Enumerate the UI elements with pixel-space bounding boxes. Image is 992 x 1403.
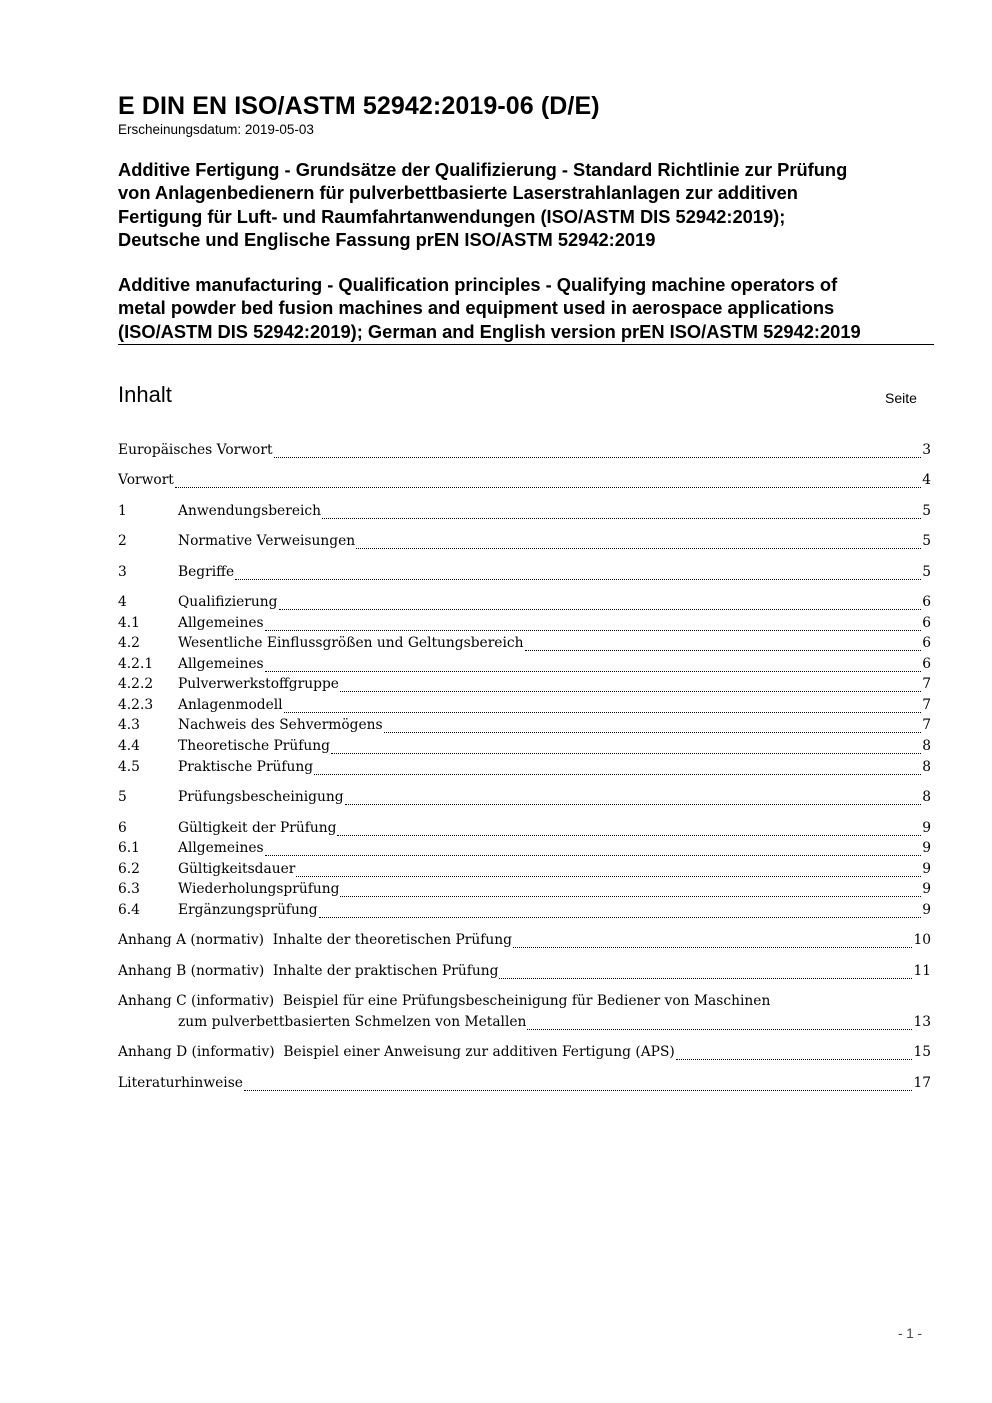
toc-entry-page: 17: [913, 1075, 931, 1091]
toc-entry-label: Normative Verweisungen: [178, 533, 356, 549]
toc-entry[interactable]: [118, 615, 931, 635]
toc-entry-page: 7: [922, 676, 931, 692]
title-german: [118, 158, 918, 251]
toc-entry-number: 6.1: [118, 840, 140, 856]
toc-entry-number: 4.3: [118, 717, 140, 733]
toc-entry[interactable]: [118, 902, 931, 922]
toc-entry-number: 4.5: [118, 759, 140, 775]
toc-entry-number: 1: [118, 503, 127, 519]
toc-entry-label: Theoretische Prüfung: [178, 738, 330, 754]
toc-entry-label: Allgemeines: [178, 615, 264, 631]
toc-leader-dots: [499, 978, 912, 979]
page-number: - 1 -: [898, 1326, 923, 1341]
toc-entry-label: Qualifizierung: [178, 594, 278, 610]
toc-entry-page: 6: [922, 594, 931, 610]
title-english-line: metal powder bed fusion machines and equipment used in aerospace applications: [118, 297, 835, 319]
toc-entry[interactable]: [118, 472, 931, 492]
toc-entry-page: 9: [922, 820, 931, 836]
toc-entry-page: 6: [922, 615, 931, 631]
toc-entry[interactable]: [118, 820, 931, 840]
toc-entry-page: 9: [922, 902, 931, 918]
toc-leader-dots: [676, 1059, 913, 1060]
toc-entry-page: 6: [922, 635, 931, 651]
toc-heading: Inhalt: [118, 382, 172, 407]
toc-entry[interactable]: [118, 993, 931, 1013]
toc-leader-dots: [244, 1090, 912, 1091]
toc-leader-dots: [284, 712, 922, 713]
toc-leader-dots: [513, 947, 912, 948]
toc-entry-page: 11: [913, 963, 931, 979]
toc-entry-number: 4.2.3: [118, 697, 154, 713]
toc-leader-dots: [331, 753, 921, 754]
toc-entry-label: Ergänzungsprüfung: [178, 902, 318, 918]
toc-entry-page: 9: [922, 881, 931, 897]
toc-entry[interactable]: [118, 1044, 931, 1064]
toc-leader-dots: [345, 804, 922, 805]
toc-entry-label: Praktische Prüfung: [178, 759, 314, 775]
toc-leader-dots: [265, 671, 922, 672]
publication-date: Erscheinungsdatum: 2019-05-03: [118, 122, 314, 137]
toc-entry-label: Allgemeines: [178, 656, 264, 672]
title-german-line: Fertigung für Luft- und Raumfahrtanwendungen (ISO/ASTM DIS 52942:2019);: [118, 205, 786, 227]
document-id: E DIN EN ISO/ASTM 52942:2019-06 (D/E): [118, 92, 600, 120]
toc-entry-number: 5: [118, 789, 127, 805]
toc-page-column-label: Seite: [885, 390, 917, 406]
toc-entry-page: 4: [922, 472, 931, 488]
title-german-line: Deutsche und Englische Fassung prEN ISO/ASTM 52942:2019: [118, 228, 656, 250]
toc-entry-page: 6: [922, 656, 931, 672]
toc-entry[interactable]: [118, 738, 931, 758]
toc-entry-page: 5: [922, 533, 931, 549]
title-underline: [118, 344, 934, 345]
toc-leader-dots: [274, 457, 922, 458]
toc-entry-page: 5: [922, 564, 931, 580]
toc-entry[interactable]: [118, 963, 931, 983]
toc-leader-dots: [314, 774, 921, 775]
toc-leader-dots: [279, 609, 922, 610]
toc-leader-dots: [235, 579, 921, 580]
toc-leader-dots: [384, 732, 922, 733]
toc-entry-number: 4.2.2: [118, 676, 154, 692]
toc-leader-dots: [525, 650, 922, 651]
toc-entry-label: Allgemeines: [178, 840, 264, 856]
toc-entry-number: 3: [118, 564, 127, 580]
toc-entry[interactable]: [118, 503, 931, 523]
toc-entry[interactable]: [118, 564, 931, 584]
toc-leader-dots: [340, 896, 921, 897]
toc-entry-label: Gültigkeit der Prüfung: [178, 820, 337, 836]
toc-entry-page: 15: [913, 1044, 931, 1060]
toc-entry-page: 8: [922, 759, 931, 775]
toc-entry[interactable]: [118, 789, 931, 809]
toc-entry-label: Wiederholungsprüfung: [178, 881, 340, 897]
toc-leader-dots: [319, 917, 922, 918]
toc-entry-label: Literaturhinweise: [118, 1075, 243, 1091]
toc-entry-number: 6.2: [118, 861, 140, 877]
toc-entry-label: Anhang D (informativ) Beispiel einer Anweisung zur additiven Fertigung (APS): [118, 1044, 675, 1060]
title-german-line: von Anlagenbedienern für pulverbettbasierte Laserstrahlanlagen zur additiven: [118, 182, 798, 204]
toc-leader-dots: [340, 691, 921, 692]
toc-entry-label: zum pulverbettbasierten Schmelzen von Metallen: [178, 1014, 527, 1030]
toc-entry-page: 7: [922, 717, 931, 733]
toc-entry[interactable]: [118, 533, 931, 553]
toc-entry[interactable]: [118, 932, 931, 952]
toc-entry-page: 8: [922, 789, 931, 805]
toc-entry-page: 7: [922, 697, 931, 713]
toc-entry-number: 4.4: [118, 738, 140, 754]
toc-entry-number: 6.4: [118, 902, 140, 918]
toc-entry[interactable]: [118, 594, 931, 614]
toc-entry-number: 4: [118, 594, 127, 610]
toc-entry-number: 2: [118, 533, 127, 549]
toc-entry[interactable]: [118, 656, 931, 676]
toc-entry-label: Anhang A (normativ) Inhalte der theoretischen Prüfung: [118, 932, 512, 948]
toc-entry[interactable]: [118, 759, 931, 779]
toc-entry[interactable]: [118, 840, 931, 860]
toc-entry-label: Wesentliche Einflussgrößen und Geltungsbereich: [178, 635, 524, 651]
toc-entry-label: Begriffe: [178, 564, 235, 580]
toc-entry-page: 9: [922, 861, 931, 877]
toc-entry-label: Anlagenmodell: [178, 697, 283, 713]
toc-entry[interactable]: [118, 442, 931, 462]
toc-entry-number: 6: [118, 820, 127, 836]
toc-entry-page: 13: [913, 1014, 931, 1030]
toc-entry-page: 10: [913, 932, 931, 948]
toc-entry-label: Vorwort: [118, 472, 174, 488]
toc-entry-number: 4.1: [118, 615, 140, 631]
toc-entry[interactable]: [118, 1014, 931, 1034]
toc-leader-dots: [356, 548, 921, 549]
toc-entry-page: 8: [922, 738, 931, 754]
toc-entry-label: Anhang B (normativ) Inhalte der praktischen Prüfung: [118, 963, 499, 979]
toc-entry[interactable]: [118, 861, 931, 881]
toc-entry-label: Europäisches Vorwort: [118, 442, 273, 458]
toc-entry[interactable]: [118, 717, 931, 737]
toc-entry-number: 6.3: [118, 881, 140, 897]
toc-leader-dots: [175, 487, 921, 488]
toc-entry-label: Anhang C (informativ) Beispiel für eine Prüfungsbescheinigung für Bediener von Maschinen: [118, 993, 771, 1009]
toc-entry-number: 4.2: [118, 635, 140, 651]
toc-entry-label: Nachweis des Sehvermögens: [178, 717, 383, 733]
toc-leader-dots: [265, 855, 922, 856]
toc-leader-dots: [322, 518, 921, 519]
toc-leader-dots: [265, 630, 922, 631]
title-english-line: (ISO/ASTM DIS 52942:2019); German and English version prEN ISO/ASTM 52942:2019: [118, 320, 861, 342]
toc-entry[interactable]: [118, 635, 931, 655]
title-english: [118, 273, 918, 343]
title-english-line: Additive manufacturing - Qualification principles - Qualifying machine operators of: [118, 274, 838, 295]
toc-leader-dots: [527, 1029, 912, 1030]
toc-entry[interactable]: [118, 676, 931, 696]
toc-leader-dots: [337, 835, 921, 836]
toc-entry-label: Gültigkeitsdauer: [178, 861, 296, 877]
toc-entry[interactable]: [118, 1075, 931, 1095]
toc-entry[interactable]: [118, 697, 931, 717]
toc-entry-label: Anwendungsbereich: [178, 503, 322, 519]
toc-entry-page: 3: [922, 442, 931, 458]
toc-entry-page: 9: [922, 840, 931, 856]
toc-entry-page: 5: [922, 503, 931, 519]
toc-entry[interactable]: [118, 881, 931, 901]
toc-entry-number: 4.2.1: [118, 656, 154, 672]
toc-entry-label: Prüfungsbescheinigung: [178, 789, 344, 805]
toc-entry-label: Pulverwerkstoffgruppe: [178, 676, 339, 692]
title-german-line: Additive Fertigung - Grundsätze der Qualifizierung - Standard Richtlinie zur Prüfung: [118, 159, 848, 180]
toc-leader-dots: [296, 876, 921, 877]
